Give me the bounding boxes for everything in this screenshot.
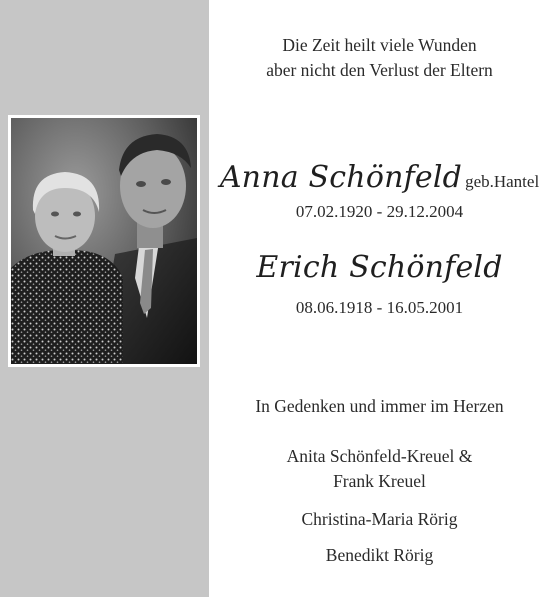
portrait-photo-frame bbox=[8, 115, 200, 367]
person-2-dates: 08.06.1918 - 16.05.2001 bbox=[295, 298, 464, 317]
person-1-heading bbox=[209, 158, 550, 202]
mourner-line-3: Christina-Maria Rörig bbox=[301, 509, 458, 529]
gray-side-panel bbox=[0, 0, 209, 597]
person-2-heading bbox=[209, 248, 550, 291]
couple-portrait-photo bbox=[11, 118, 197, 364]
mourner-line-1: Anita Schönfeld-Kreuel & bbox=[286, 446, 473, 466]
mourner-line-4: Benedikt Rörig bbox=[325, 545, 434, 565]
dedication-text: In Gedenken und immer im Herzen bbox=[255, 396, 504, 416]
quote-line-1: Die Zeit heilt viele Wunden bbox=[282, 35, 477, 55]
person-1-dates: 07.02.1920 - 29.12.2004 bbox=[295, 202, 464, 221]
text-column bbox=[209, 0, 550, 597]
person-2-name: Erich Schönfeld bbox=[256, 250, 503, 285]
person-1-name: Anna Schönfeld bbox=[219, 160, 463, 195]
person-1-born-as: geb.Hantel bbox=[465, 172, 540, 191]
mourner-line-2: Frank Kreuel bbox=[333, 471, 426, 491]
quote-line-2: aber nicht den Verlust der Eltern bbox=[266, 60, 493, 80]
